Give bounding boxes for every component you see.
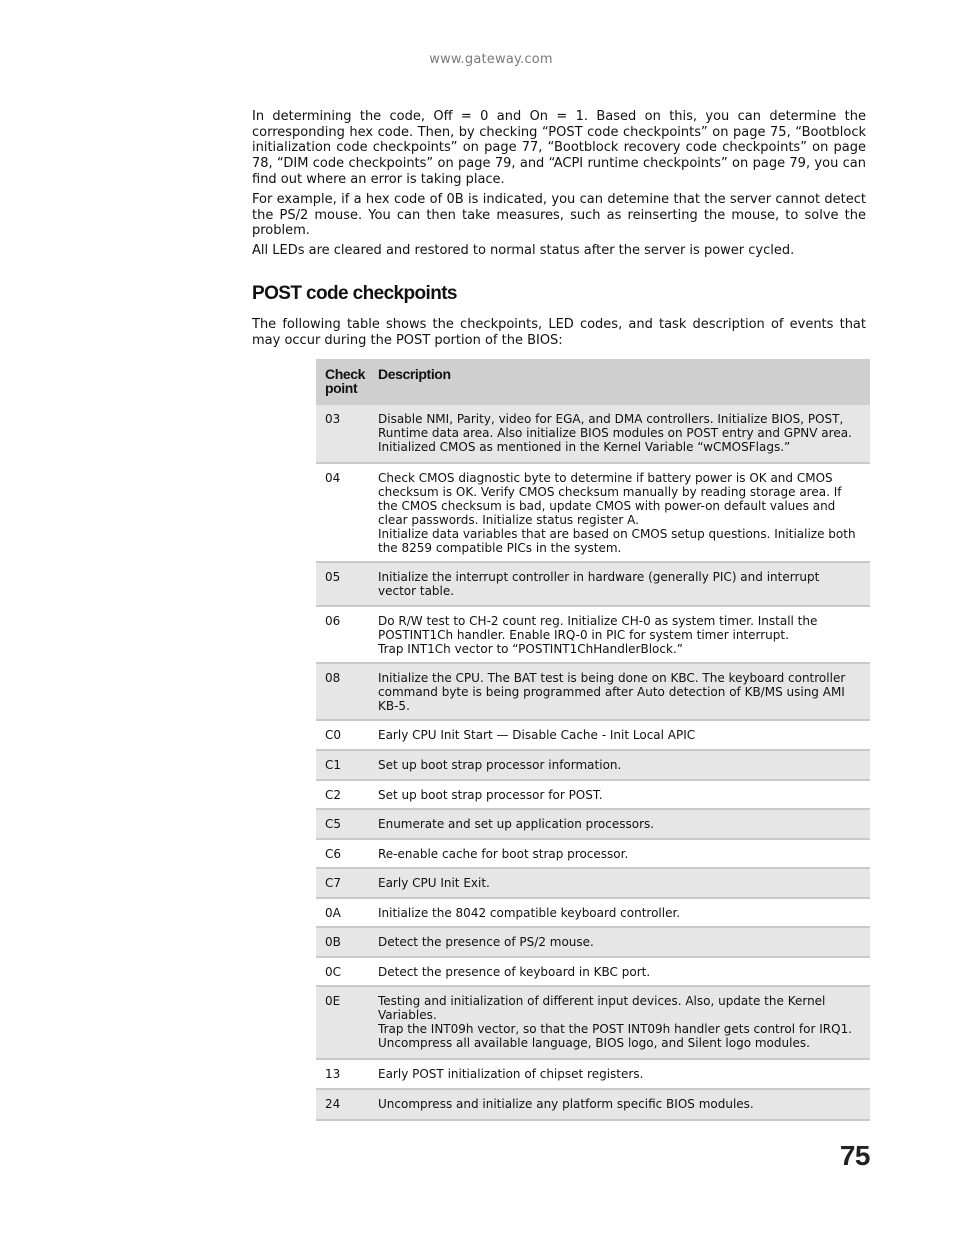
checkpoint-code: 0C — [325, 965, 342, 979]
table-row — [316, 1060, 870, 1090]
description-line: Do R/W test to CH-2 count reg. Initialize CH-0 as system timer. Install the POSTINT1Ch handler. Enable IRQ-0 in PIC for system timer interrupt. — [378, 614, 818, 642]
table-row — [316, 958, 870, 987]
table-row — [316, 405, 870, 464]
checkpoint-description — [378, 464, 870, 561]
checkpoint-description — [378, 928, 870, 956]
checkpoint-description — [378, 721, 870, 749]
description-line: Check CMOS diagnostic byte to determine if battery power is OK and CMOS checksum is OK. Verify CMOS checksum manually by reading storage area. If the CMOS checksum is bad, update CMOS with power-on default values and clear passwords. Initialize status register A. — [378, 471, 842, 527]
table-row — [316, 751, 870, 781]
checkpoint-code: C5 — [325, 817, 342, 831]
checkpoint-description — [378, 987, 870, 1058]
checkpoint-description — [378, 840, 870, 867]
checkpoint-code: 0A — [325, 906, 341, 920]
checkpoint-description — [378, 664, 870, 719]
section-intro: The following table shows the checkpoints, LED codes, and task description of events that may occur during the POST portion of the BIOS: — [252, 317, 866, 348]
description-line: Initialize the 8042 compatible keyboard controller. — [378, 906, 681, 920]
description-line: Detect the presence of PS/2 mouse. — [378, 935, 594, 949]
table-row — [316, 899, 870, 928]
table-body — [316, 405, 870, 1121]
table-header-row — [316, 359, 870, 405]
checkpoint-code: 06 — [325, 614, 341, 628]
paragraph-example: For example, if a hex code of 0B is indicated, you can detemine that the server cannot detect the PS/2 mouse. You can then take measures, such as reinserting the mouse, to solve the problem. — [252, 192, 866, 239]
checkpoint-code: 13 — [325, 1067, 341, 1081]
checkpoint-code: C7 — [325, 876, 342, 890]
checkpoint-description — [378, 810, 870, 838]
table-row — [316, 664, 870, 721]
table-row — [316, 928, 870, 958]
description-line: Uncompress and initialize any platform specific BIOS modules. — [378, 1097, 754, 1111]
description-line: Trap the INT09h vector, so that the POST INT09h handler gets control for IRQ1. Uncompress all available language, BIOS logo, and Silent logo modules. — [378, 1022, 853, 1050]
header-checkpoint: Check point — [325, 366, 366, 396]
checkpoint-description — [378, 1060, 870, 1088]
description-line: Testing and initialization of different input devices. Also, update the Kernel Variables. — [378, 994, 826, 1022]
table-row — [316, 810, 870, 840]
checkpoint-description — [378, 751, 870, 779]
table-row — [316, 987, 870, 1060]
paragraph-code-determination: In determining the code, Off = 0 and On = 1. Based on this, you can determine the corresponding hex code. Then, by checking “POST code checkpoints” on page 75, “Bootblock initialization code checkpoints” on page 77, “Bootblock recovery code checkpoints” on page 78, “DIM code checkpoints” on page 79, and “ACPI runtime checkpoints” on page 79, you can find out where an error is taking place. — [252, 109, 866, 187]
checkpoint-description — [378, 781, 870, 808]
table-row — [316, 721, 870, 751]
description-line: Set up boot strap processor information. — [378, 758, 622, 772]
table-row — [316, 1090, 870, 1121]
checkpoint-code: C0 — [325, 728, 342, 742]
checkpoint-description — [378, 607, 870, 662]
checkpoint-code: 03 — [325, 412, 341, 426]
table-row — [316, 781, 870, 810]
checkpoint-description — [378, 563, 870, 605]
table-row — [316, 563, 870, 607]
checkpoint-description — [378, 1090, 870, 1119]
description-line: Set up boot strap processor for POST. — [378, 788, 603, 802]
checkpoint-code: C6 — [325, 847, 342, 861]
description-line: Initialize the CPU. The BAT test is being done on KBC. The keyboard controller command byte is being programmed after Auto detection of KB/MS using AMI KB-5. — [378, 671, 846, 713]
checkpoint-code: C2 — [325, 788, 342, 802]
table-row — [316, 607, 870, 664]
page-number: 75 — [839, 1140, 870, 1171]
checkpoint-code: 0E — [325, 994, 341, 1008]
checkpoint-description — [378, 405, 870, 462]
post-code-table — [316, 359, 870, 1121]
checkpoint-code: 05 — [325, 570, 341, 584]
description-line: Early CPU Init Start — Disable Cache - Init Local APIC — [378, 728, 696, 742]
description-line: Detect the presence of keyboard in KBC port. — [378, 965, 651, 979]
checkpoint-description — [378, 958, 870, 985]
description-line: Early CPU Init Exit. — [378, 876, 490, 890]
description-line: Initialize the interrupt controller in hardware (generally PIC) and interrupt vector table. — [378, 570, 820, 598]
checkpoint-code: 24 — [325, 1097, 341, 1111]
checkpoint-code: 08 — [325, 671, 341, 685]
checkpoint-code: C1 — [325, 758, 342, 772]
description-line: Re-enable cache for boot strap processor. — [378, 847, 629, 861]
checkpoint-description — [378, 869, 870, 897]
checkpoint-description — [378, 899, 870, 926]
table-row — [316, 869, 870, 899]
checkpoint-code: 0B — [325, 935, 341, 949]
description-line: Trap INT1Ch vector to “POSTINT1ChHandlerBlock.” — [378, 642, 683, 656]
description-line: Early POST initialization of chipset registers. — [378, 1067, 644, 1081]
section-heading: POST code checkpoints — [252, 283, 457, 304]
checkpoint-code: 04 — [325, 471, 341, 485]
description-line: Initialize data variables that are based on CMOS setup questions. Initialize both the 8259 compatible PICs in the system. — [378, 527, 856, 555]
description-line: Enumerate and set up application processors. — [378, 817, 655, 831]
header-url: www.gateway.com — [429, 52, 553, 67]
table-row — [316, 840, 870, 869]
table-row — [316, 464, 870, 563]
description-line: Disable NMI, Parity, video for EGA, and DMA controllers. Initialize BIOS, POST, Runtime data area. Also initialize BIOS modules on POST entry and GPNV area. Initialized CMOS as mentioned in the Kernel Variable “wCMOSFlags.” — [378, 412, 852, 454]
paragraph-led-reset: All LEDs are cleared and restored to normal status after the server is power cycled. — [252, 243, 795, 258]
header-description: Description — [378, 366, 451, 382]
